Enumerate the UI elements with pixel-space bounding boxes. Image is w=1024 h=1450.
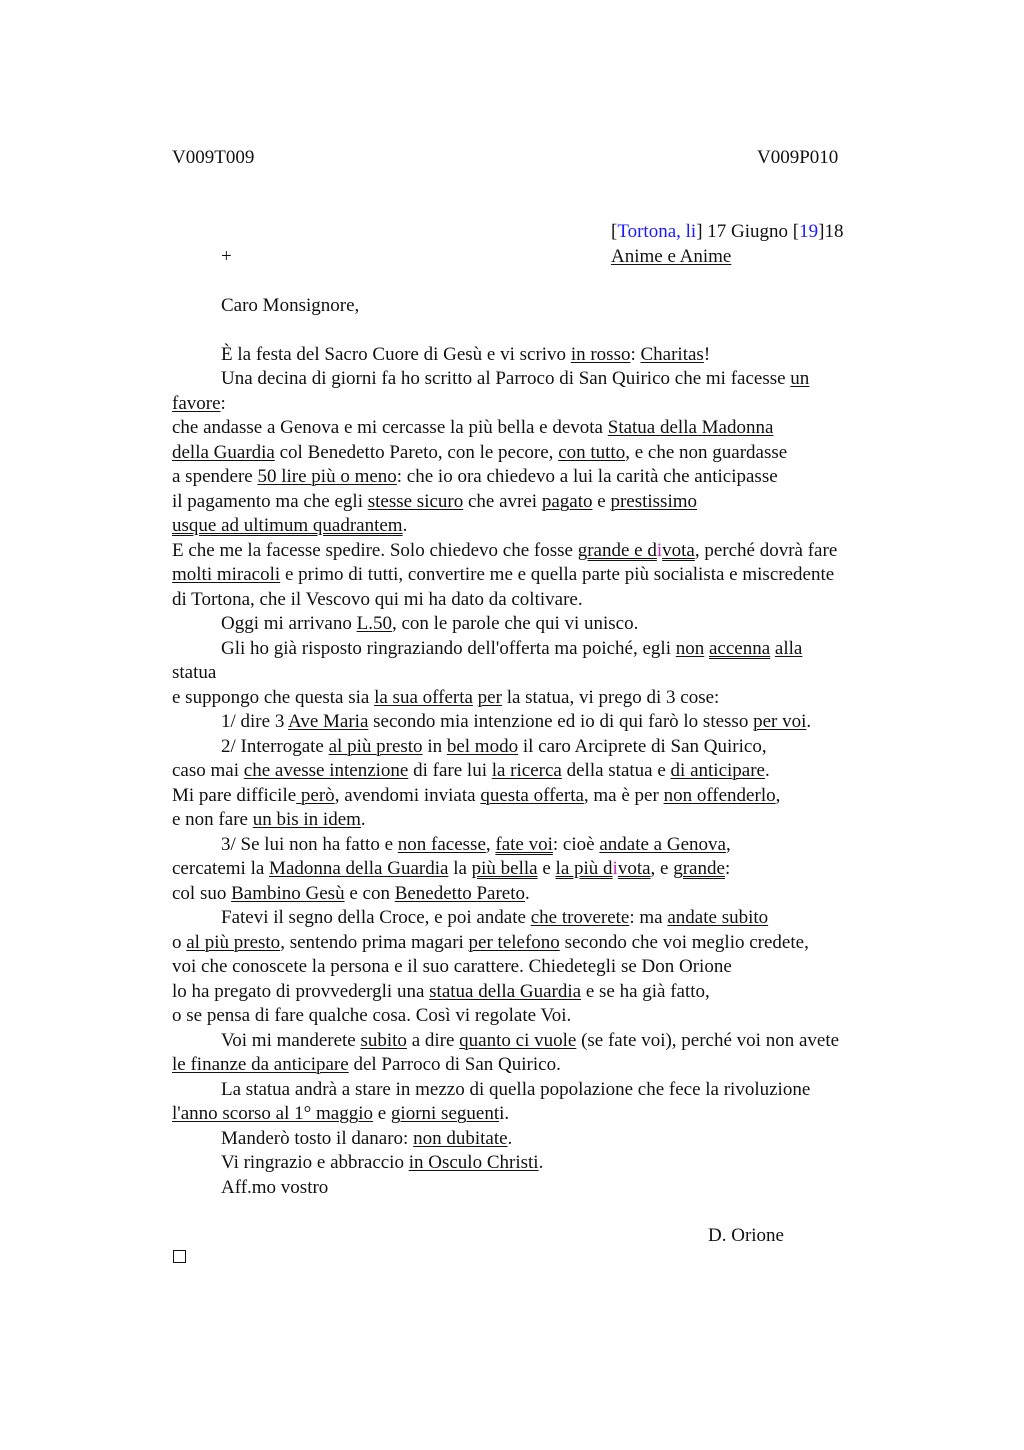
letter-line: 1/ dire 3 Ave Maria secondo mia intenzione ed io di qui farò lo stesso per voi. bbox=[221, 711, 812, 732]
letter-line: molti miracoli e primo di tutti, convertire me e quella parte più socialista e miscredente bbox=[172, 564, 835, 585]
letter-line: lo ha pregato di provvedergli una statua della Guardia e se ha già fatto, bbox=[172, 981, 710, 1002]
letter-line: caso mai che avesse intenzione di fare lui la ricerca della statua e di anticipare. bbox=[172, 760, 770, 781]
letter-line: che andasse a Genova e mi cercasse la più bella e devota Statua della Madonna bbox=[172, 417, 774, 438]
letter-line: 3/ Se lui non ha fatto e non facesse, fate voi: cioè andate a Genova, bbox=[221, 834, 731, 855]
letter-line: l'anno scorso al 1° maggio e giorni seguenti. bbox=[172, 1103, 510, 1124]
letter-line: Vi ringrazio e abbraccio in Osculo Christi. bbox=[221, 1152, 544, 1173]
letter-line: o al più presto, sentendo prima magari per telefono secondo che voi meglio credete, bbox=[172, 932, 809, 953]
letter-line: e non fare un bis in idem. bbox=[172, 809, 366, 830]
cross-mark: + bbox=[221, 246, 232, 267]
letter-line: cercatemi la Madonna della Guardia la più bella e la più divota, e grande: bbox=[172, 858, 731, 879]
letter-line: È la festa del Sacro Cuore di Gesù e vi scrivo in rosso: Charitas! bbox=[221, 344, 711, 365]
document-code-right: V009P010 bbox=[757, 147, 839, 168]
letter-line: Una decina di giorni fa ho scritto al Parroco di San Quirico che mi facesse un bbox=[221, 368, 810, 389]
letter-line: le finanze da anticipare del Parroco di San Quirico. bbox=[172, 1054, 561, 1075]
signature: D. Orione bbox=[708, 1225, 784, 1246]
letter-line: E che me la facesse spedire. Solo chiedevo che fosse grande e divota, perché dovrà fare bbox=[172, 540, 838, 561]
letter-line: col suo Bambino Gesù e con Benedetto Pareto. bbox=[172, 883, 530, 904]
closing: Aff.mo vostro bbox=[221, 1177, 329, 1198]
letter-line: usque ad ultimum quadrantem. bbox=[172, 515, 408, 536]
letter-line: Voi mi manderete subito a dire quanto ci vuole (se fate voi), perché voi non avete bbox=[221, 1030, 840, 1051]
letter-line: di Tortona, che il Vescovo qui mi ha dato da coltivare. bbox=[172, 589, 583, 610]
letter-line: della Guardia col Benedetto Pareto, con le pecore, con tutto, e che non guardasse bbox=[172, 442, 788, 463]
letter-line: favore: bbox=[172, 393, 226, 414]
letter-line: La statua andrà a stare in mezzo di quella popolazione che fece la rivoluzione bbox=[221, 1079, 811, 1100]
letter-line: Manderò tosto il danaro: non dubitate. bbox=[221, 1128, 513, 1149]
document-code-left: V009T009 bbox=[172, 147, 255, 168]
dateline: [Tortona, li] 17 Giugno [19]18 bbox=[611, 221, 844, 242]
letter-line: statua bbox=[172, 662, 217, 683]
letter-line: Gli ho già risposto ringraziando dell'offerta ma poiché, egli non accenna alla bbox=[221, 638, 803, 659]
letter-line: e suppongo che questa sia la sua offerta per la statua, vi prego di 3 cose: bbox=[172, 687, 720, 708]
letter-line: il pagamento ma che egli stesse sicuro che avrei pagato e prestissimo bbox=[172, 491, 697, 512]
letter-line: Fatevi il segno della Croce, e poi andate che troverete: ma andate subito bbox=[221, 907, 769, 928]
letter-line: Oggi mi arrivano L.50, con le parole che qui vi unisco. bbox=[221, 613, 639, 634]
letter-line: a spendere 50 lire più o meno: che io ora chiedevo a lui la carità che anticipasse bbox=[172, 466, 778, 487]
salutation: Caro Monsignore, bbox=[221, 295, 360, 316]
letter-line: o se pensa di fare qualche cosa. Così vi regolate Voi. bbox=[172, 1005, 572, 1026]
letter-line: 2/ Interrogate al più presto in bel modo il caro Arciprete di San Quirico, bbox=[221, 736, 767, 757]
end-box-mark bbox=[173, 1250, 186, 1263]
letter-line: voi che conoscete la persona e il suo carattere. Chiedetegli se Don Orione bbox=[172, 956, 732, 977]
letter-line: Mi pare difficile però, avendomi inviata questa offerta, ma è per non offenderlo, bbox=[172, 785, 781, 806]
letter-subject: Anime e Anime bbox=[611, 246, 732, 267]
